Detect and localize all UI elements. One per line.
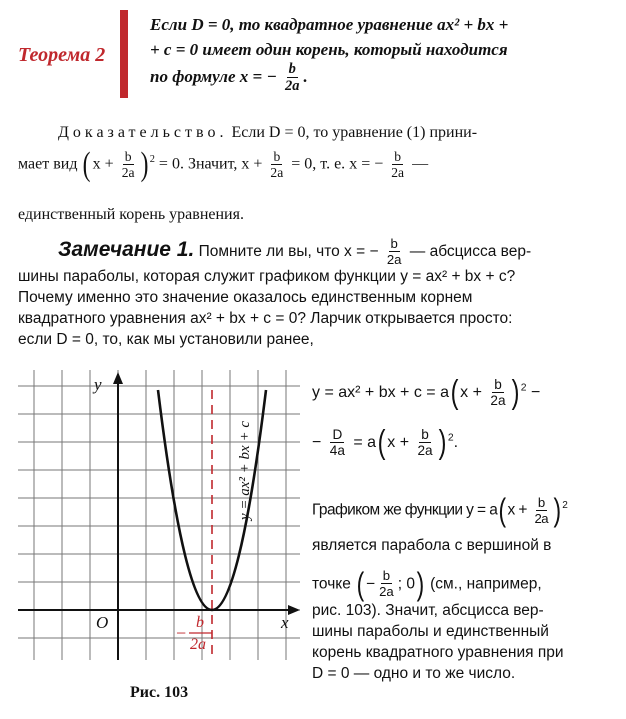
y-axis-label: y xyxy=(94,375,102,394)
formula-line-1: y = ax² + bx + c = a( x + $\frac{b}{2a}$ ) $^2$ − xyxy=(312,374,541,411)
vertex-label-den: 2a xyxy=(190,636,206,653)
y-axis-arrow xyxy=(113,372,123,384)
remark-title: Замечание 1. xyxy=(58,237,195,261)
theorem-line-1: Если D = 0, то квадратное уравнение ax² + bx + xyxy=(150,15,509,34)
theorem-text xyxy=(150,12,610,94)
theorem-line-2: + c = 0 имеет один корень, который находится xyxy=(150,40,508,59)
parabola-figure xyxy=(18,370,300,660)
grid xyxy=(18,370,300,660)
theorem-fraction: $\frac{b}{2a}$ xyxy=(285,61,300,95)
remark-block: Замечание 1. Помните ли вы, что x = − $\frac{b}{2a}$ — абсцисса вер- шины параболы, которая служит графиком функции y = ax² + bx + c? Почему именно это значение оказалось единственным корнем квадратного уравнения ax² + bx + c = 0? Ларчик открывается просто: если D = 0, то, как мы установили ранее, xyxy=(18,236,532,349)
proof-line-2: мает вид ( x + $\frac{b}{2a}$ ) $^2$ = 0. Значит, x + $\frac{b}{2a}$ = 0, т. е. x = − $\frac{b}{2a}$ — xyxy=(18,146,429,183)
proof-line-3: единственный корень уравнения. xyxy=(18,206,244,223)
proof-line-1: Доказательство. Если D = 0, то уравнение (1) прини- xyxy=(58,124,478,141)
vertex-label-minus: − xyxy=(176,623,187,643)
curve-label: y = ax² + bx + c xyxy=(237,421,253,520)
formula-line-2: − $\frac{D}{4a}$ = a( x + $\frac{b}{2a}$ ) $^2$. xyxy=(312,424,459,461)
theorem-line-3: по формуле x = − $\frac{b}{2a}$ . xyxy=(150,61,308,95)
theorem-bar xyxy=(120,10,128,98)
theorem-label: Теорема 2 xyxy=(18,44,106,66)
right-text: Графиком же функции y = a(x + $\frac{b}{2a}$ ) $^2$ является парабола с вершиной в точке ( − $\frac{b}{2a}$ ; 0) (см., например, рис. 103). Значит, абсцисса вер- шины параболы и единственный корень квадратного уравнения при D = 0 — одно и то же число. xyxy=(312,492,568,683)
origin-label: O xyxy=(96,613,109,632)
vertex-label-num: b xyxy=(196,614,204,631)
x-axis-arrow xyxy=(288,605,300,615)
x-axis-label: x xyxy=(281,613,289,632)
figure-caption: Рис. 103 xyxy=(130,684,189,701)
